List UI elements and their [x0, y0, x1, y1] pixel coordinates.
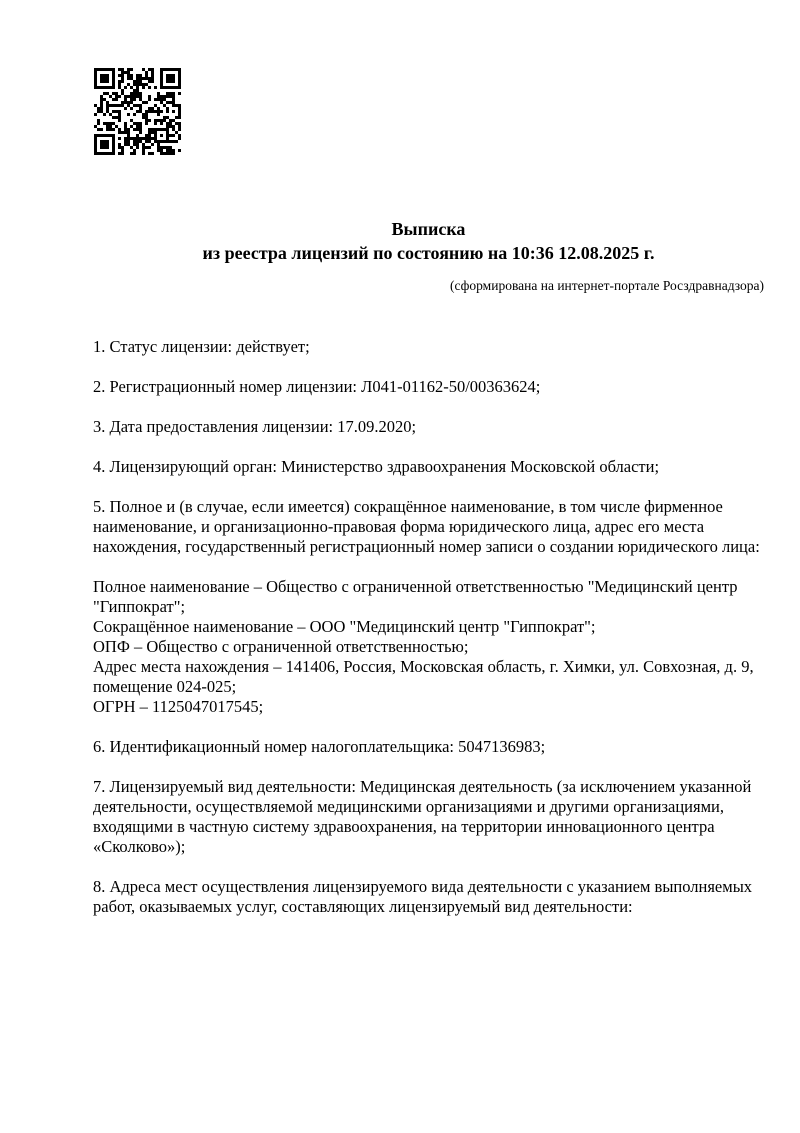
text-line: 3. Дата предоставления лицензии: 17.09.2020; — [93, 417, 417, 436]
org-ogrn: ОГРН – 1125047017545; — [93, 697, 264, 716]
text-line: 8. Адреса мест осуществления лицензируемого вида деятельности с указанием выполняемых работ, оказываемых услуг, составляющих лицензируемый вид деятельности: — [93, 877, 753, 916]
text-line: 7. Лицензируемый вид деятельности: Медицинская деятельность (за исключением указанной деятельности, осуществляемой медицинскими организациями и другими организациями, входящими в частную систему здравоохранения, на территории инновационного центра «Сколково»); — [93, 777, 752, 856]
org-address: Адрес места нахождения – 141406, Россия, Московская область, г. Химки, ул. Совхозная, д. 9, помещение 024-025; — [93, 657, 754, 696]
text-line: 1. Статус лицензии: действует; — [93, 337, 310, 356]
paragraph-registration-number — [93, 377, 764, 397]
formation-note: (сформирована на интернет-портале Росздравнадзора) — [449, 278, 764, 293]
title-line-2: из реестра лицензий по состоянию на 10:36 12.08.2025 г. — [202, 243, 655, 263]
qr-code — [94, 68, 181, 155]
text-line: 4. Лицензирующий орган: Министерство здравоохранения Московской области; — [93, 457, 660, 476]
paragraph-addresses-heading — [93, 877, 764, 917]
document-title — [93, 217, 764, 265]
paragraph-org-info-heading — [93, 497, 764, 557]
text-line: 6. Идентификационный номер налогоплательщика: 5047136983; — [93, 737, 546, 756]
org-legal-form: ОПФ – Общество с ограниченной ответственностью; — [93, 637, 469, 656]
paragraph-taxpayer-inn — [93, 737, 764, 757]
text-line: 2. Регистрационный номер лицензии: Л041-01162-50/00363624; — [93, 377, 541, 396]
paragraph-activity-type — [93, 777, 764, 857]
org-short-name: Сокращённое наименование – ООО "Медицинский центр "Гиппократ"; — [93, 617, 596, 636]
document-body — [93, 337, 764, 917]
paragraph-org-details — [93, 577, 764, 717]
document-page — [0, 68, 800, 1133]
paragraph-licensing-authority — [93, 457, 764, 477]
paragraph-grant-date — [93, 417, 764, 437]
text-line: 5. Полное и (в случае, если имеется) сокращённое наименование, в том числе фирменное наименование, и организационно-правовая форма юридического лица, адрес его места нахождения, государственный регистрационный номер записи о создании юридического лица: — [93, 497, 760, 556]
paragraph-license-status — [93, 337, 764, 357]
org-full-name: Полное наименование – Общество с ограниченной ответственностью "Медицинский центр "Гиппократ"; — [93, 577, 738, 616]
title-line-1: Выписка — [391, 219, 466, 239]
